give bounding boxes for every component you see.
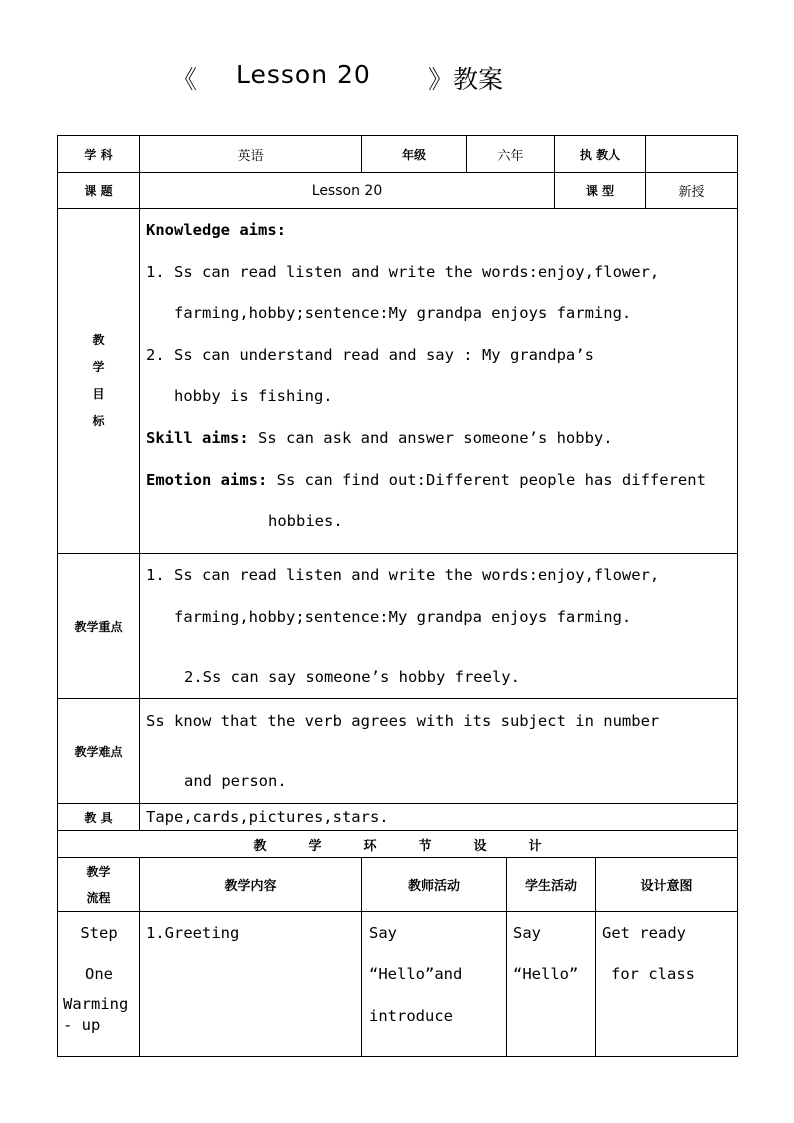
difficult-points-row [58,699,738,804]
skill-aims [146,429,613,447]
student-activity-header: 学生活动 [507,858,596,912]
banner-char: 节 [418,838,432,854]
type-value: 新授 [646,173,738,209]
flow-header-line1: 教学 [86,864,111,879]
step-one-flow [58,912,140,1057]
teacher-label: 执 教人 [555,136,646,173]
key-point-line3: 2.Ss can say someone’s hobby freely. [184,668,520,686]
tools-row [58,804,738,831]
step-one-teacher [362,912,507,1057]
aims-row [58,209,738,554]
knowledge-heading: Knowledge aims: [146,221,286,239]
difficult-points-label: 教学难点 [58,699,140,804]
aims-content [140,209,738,554]
content-header: 教学内容 [140,858,362,912]
type-label: 课 型 [555,173,646,209]
skill-text: Ss can ask and answer someone’s hobby. [248,429,613,447]
title-open-bracket: 《 [172,65,198,94]
banner-char: 环 [363,838,377,854]
skill-heading: Skill aims: [146,429,249,447]
flow-header [58,858,140,912]
lesson-plan-table [57,135,738,1057]
step-one-intent [596,912,738,1057]
step-line4: - up [63,1016,101,1034]
design-intent-header: 设计意图 [596,858,738,912]
key-points-row [58,554,738,699]
banner-char: 计 [528,838,542,854]
subject-value: 英语 [140,136,362,173]
intent-line2: for class [611,965,696,983]
key-points-label: 教学重点 [58,554,140,699]
section-banner [58,831,738,858]
emotion-aims [146,471,706,489]
tools-value: Tape,cards,pictures,stars. [146,808,389,826]
topic-label: 课 题 [58,173,140,209]
step-line3: Warming [63,995,129,1013]
step-one-row [58,912,738,1057]
banner-char: 设 [473,838,487,854]
aims-label-char: 学 [92,360,105,374]
aims-label-char: 目 [92,387,105,401]
teacher-line2: “Hello”and [369,965,463,983]
difficult-point-line1: Ss know that the verb agrees with its subject in number [146,712,660,730]
step-line1: Step [80,924,118,942]
topic-row [58,173,738,209]
step-one-content-text: 1.Greeting [146,924,240,942]
teacher-line3: introduce [369,1007,453,1025]
tools-content [140,804,738,831]
teacher-value [646,136,738,173]
key-points-content [140,554,738,699]
emotion-heading: Emotion aims: [146,471,268,489]
emotion-text: Ss can find out:Different people has different [267,471,706,489]
difficult-points-content [140,699,738,804]
key-point-line2: farming,hobby;sentence:My grandpa enjoys farming. [174,608,632,626]
title-lesson: Lesson 20 [236,60,371,89]
difficult-point-line2: and person. [184,772,287,790]
grade-value: 六年 [467,136,555,173]
info-row [58,136,738,173]
teacher-line1: Say [369,924,397,942]
topic-value: Lesson 20 [140,173,555,209]
knowledge-aim-2-line2: hobby is fishing. [174,387,333,405]
step-line2: One [85,965,113,983]
knowledge-aim-2-line1: 2. Ss can understand read and say : My grandpa’s [146,346,594,364]
step-one-content [140,912,362,1057]
tools-label: 教 具 [58,804,140,831]
flow-header-line2: 流程 [86,890,111,905]
intent-line1: Get ready [602,924,687,942]
knowledge-aim-1-line2: farming,hobby;sentence:My grandpa enjoys farming. [174,304,632,322]
section-banner-row [58,831,738,858]
process-header-row [58,858,738,912]
subject-label: 学 科 [58,136,140,173]
aims-label-char: 教 [92,333,105,347]
teacher-activity-header: 教师活动 [362,858,507,912]
step-one-student [507,912,596,1057]
knowledge-aim-1-line1: 1. Ss can read listen and write the words:enjoy,flower, [146,263,660,281]
emotion-aims-line2: hobbies. [268,512,343,530]
aims-label [58,209,140,554]
banner-char: 学 [308,838,322,854]
student-line1: Say [513,924,541,942]
aims-label-char: 标 [92,414,105,428]
banner-char: 教 [253,838,267,854]
key-point-line1: 1. Ss can read listen and write the words:enjoy,flower, [146,566,660,584]
document-title [0,60,794,100]
student-line2: “Hello” [513,965,579,983]
grade-label: 年级 [362,136,467,173]
title-close-bracket: 》教案 [428,65,504,94]
